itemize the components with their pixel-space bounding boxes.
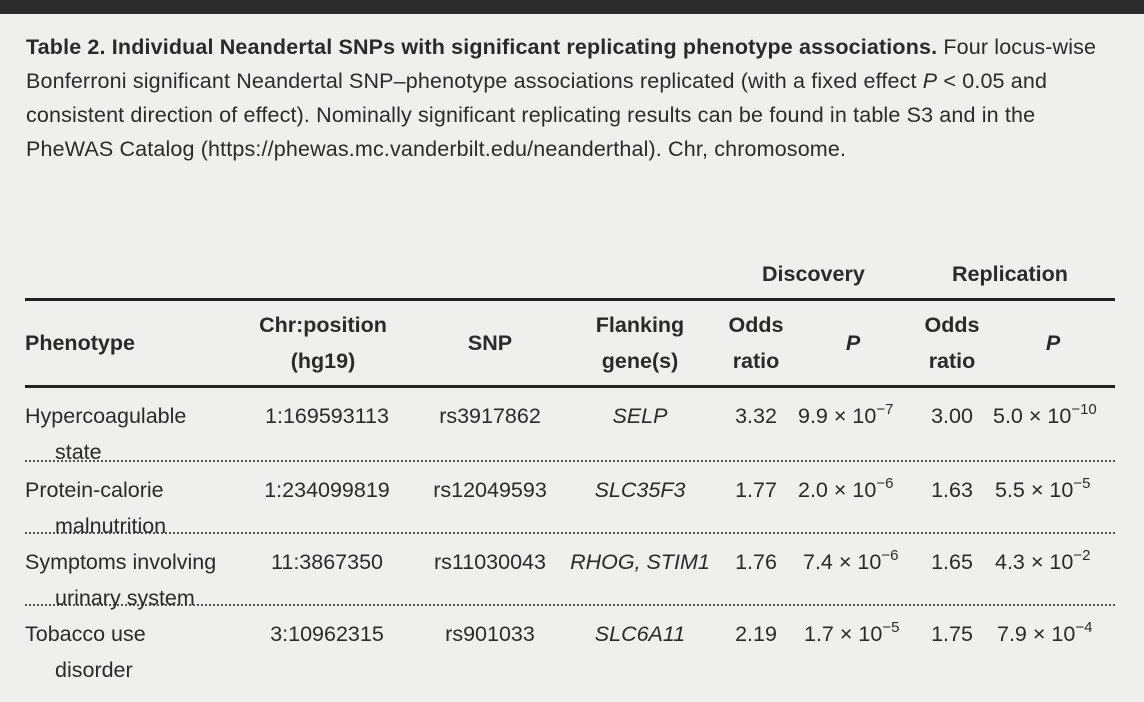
cell-position: 1:169593113	[265, 404, 389, 428]
header-snp: SNP	[467, 331, 513, 355]
header-flanking-genes: Flanking gene(s)	[595, 313, 685, 373]
cell-genes: SLC35F3	[594, 478, 686, 502]
cell-discovery-p: $2.0 \times 10^{-6}$	[798, 475, 894, 502]
caption-text-part1: Four locus-wise Bonferroni significant Neandertal SNP–phenotype associations replicated (with a fixed effect	[26, 35, 1097, 93]
cell-phenotype: Tobacco use disorder	[25, 622, 146, 682]
cell-position: 3:10962315	[270, 622, 384, 646]
top-bar	[0, 0, 1144, 14]
table-row	[25, 606, 1115, 682]
group-replication: Replication	[952, 262, 1068, 286]
cell-phenotype: Hypercoagulable state	[25, 404, 187, 464]
cell-genes: RHOG, STIM1	[570, 550, 710, 574]
cell-replication-p: $5.5 \times 10^{-5}$	[995, 475, 1091, 502]
cell-discovery-or: 1.76	[735, 550, 777, 574]
cell-discovery-p: $9.9 \times 10^{-7}$	[798, 401, 894, 428]
caption-title: Table 2. Individual Neandertal SNPs with significant replicating phenotype associations.	[26, 35, 938, 59]
table-row	[25, 462, 1115, 538]
table-header	[25, 301, 1115, 385]
header-chr-position: Chr:position (hg19)	[259, 313, 387, 373]
cell-discovery-p: $1.7 \times 10^{-5}$	[804, 619, 900, 646]
cell-genes: SLC6A11	[594, 622, 686, 646]
column-group-header	[25, 262, 1115, 298]
cell-replication-p: $4.3 \times 10^{-2}$	[995, 547, 1091, 574]
cell-discovery-p: $7.4 \times 10^{-6}$	[803, 547, 899, 574]
cell-phenotype: Protein-calorie malnutrition	[25, 478, 167, 538]
cell-snp: rs901033	[445, 622, 535, 646]
cell-snp: rs3917862	[439, 404, 541, 428]
cell-replication-or: 1.75	[931, 622, 973, 646]
caption-text-part2: < 0.05 and consistent direction of effect). Nominally significant replicating results can be found in table S3 and in the PheWAS Catalog (https://phewas.mc.vanderbilt.edu/neanderthal). Chr, chromosome.	[26, 69, 1048, 161]
cell-phenotype: Symptoms involving urinary system	[25, 550, 217, 610]
cell-snp: rs12049593	[433, 478, 547, 502]
cell-replication-or: 3.00	[931, 404, 973, 428]
cell-genes: SELP	[612, 404, 668, 428]
table-row	[25, 534, 1115, 610]
cell-replication-or: 1.63	[931, 478, 973, 502]
cell-replication-p: $5.0 \times 10^{-10}$	[993, 401, 1097, 428]
cell-discovery-or: 1.77	[735, 478, 777, 502]
cell-replication-p: $7.9 \times 10^{-4}$	[997, 619, 1093, 646]
header-replication-odds-ratio: Odds ratio	[924, 313, 980, 373]
cell-discovery-or: 3.32	[735, 404, 777, 428]
cell-replication-or: 1.65	[931, 550, 973, 574]
table-row	[25, 388, 1115, 462]
cell-discovery-or: 2.19	[735, 622, 777, 646]
results-table	[25, 262, 1115, 682]
table-caption	[26, 30, 1118, 166]
header-discovery-odds-ratio: Odds ratio	[728, 313, 784, 373]
cell-position: 1:234099819	[264, 478, 390, 502]
header-phenotype: Phenotype	[25, 331, 135, 355]
group-discovery: Discovery	[762, 262, 865, 286]
caption-p-symbol: P	[922, 69, 938, 93]
cell-snp: rs11030043	[434, 550, 546, 574]
header-discovery-p: P	[845, 331, 861, 355]
header-replication-p: P	[1045, 331, 1061, 355]
cell-position: 11:3867350	[271, 550, 383, 574]
